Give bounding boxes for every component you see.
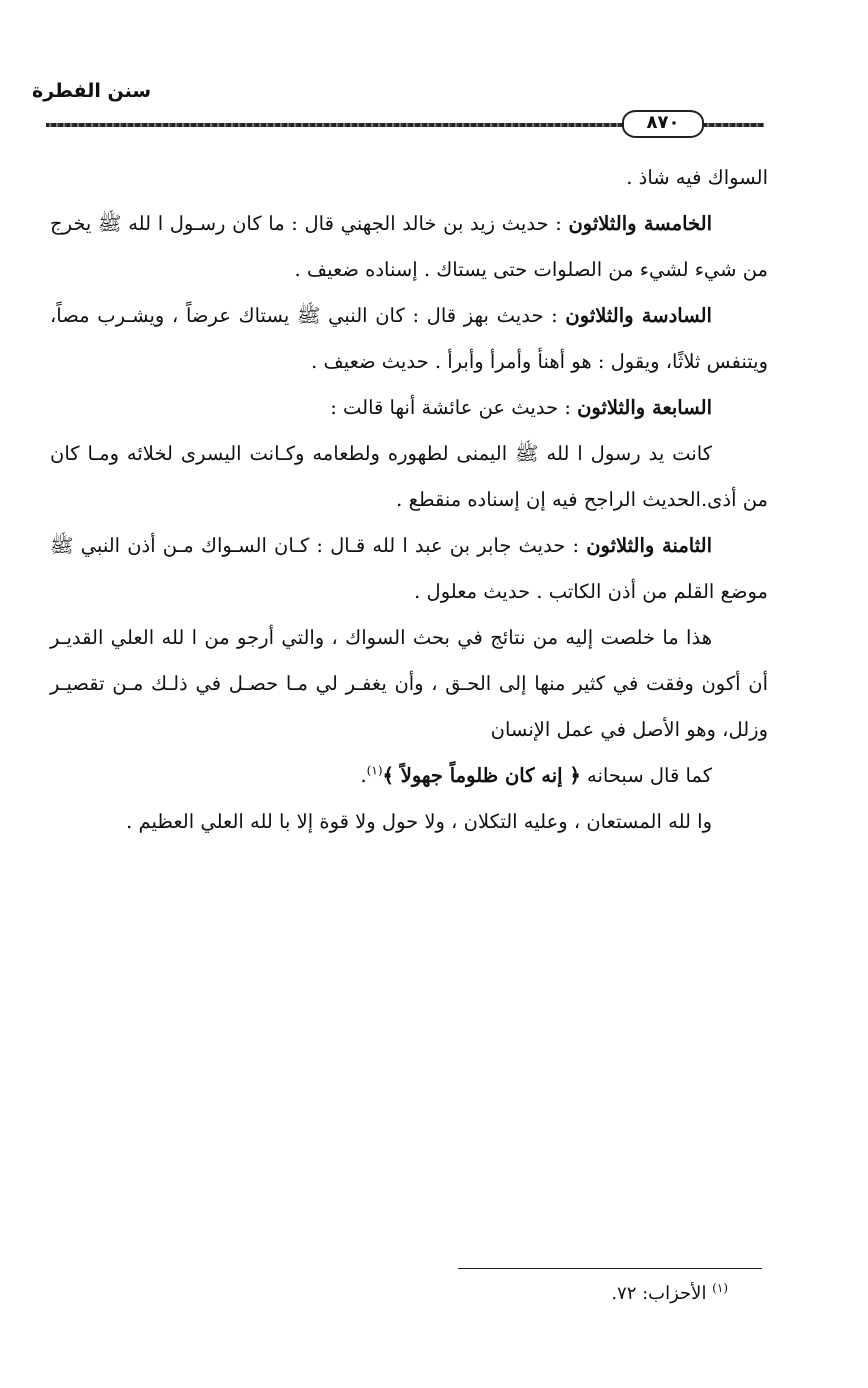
section-term: السادسة والثلاثون: [565, 304, 712, 327]
paragraph: [50, 753, 768, 799]
footnote-text: الأحزاب: ٧٢.: [611, 1283, 713, 1304]
paragraph-text: : حديث بهز قال : كان النبي ﷺ يستاك عرضاً ، ويشـرب مصاً، ويتنفس ثلاثًا، ويقول : هو أهنأ وأمرأ وأبرأ . حديث ضعيف .: [50, 304, 768, 373]
section-term: الخامسة والثلاثون: [568, 212, 712, 235]
paragraph-text: هذا ما خلصت إليه من نتائج في بحث السواك ، والتي أرجو من ا لله العلي القديـر أن أكون وفقت في كثير منها إلى الحـق ، وأن يغفـر لي مـا حصـل في ذلـك مـن تقصيـر وزلل، وهو الأصل في عمل الإنسان: [50, 626, 768, 741]
page-number: ٨٧٠: [622, 110, 704, 138]
paragraph-text: : حديث عن عائشة أنها قالت :: [330, 396, 578, 419]
paragraph: [50, 615, 768, 753]
book-title: سنن الفطرة: [32, 80, 152, 102]
paragraph: [50, 201, 768, 293]
paragraph: [50, 155, 768, 201]
section-term: الثامنة والثلاثون: [586, 534, 712, 557]
running-header: [32, 80, 768, 110]
footnote-separator: [458, 1268, 762, 1269]
paragraph: [50, 799, 768, 845]
paragraph-text: : حديث زيد بن خالد الجهني قال : ما كان رسـول ا لله ﷺ يخرج من شيء لشيء من الصلوات حتى يستاك . إسناده ضعيف .: [50, 212, 768, 281]
paragraph: [50, 431, 768, 523]
paragraph-text: كانت يد رسول ا لله ﷺ اليمنى لطهوره ولطعامه وكـانت اليسرى لخلائه ومـا كان من أذى.الحديث الراجح فيه إن إسناده منقطع .: [50, 442, 768, 511]
paragraph-text: : حديث جابر بن عبد ا لله قـال : كـان السـواك مـن أذن النبي ﷺ موضع القلم من أذن الكاتب . حديث معلول .: [50, 534, 768, 603]
paragraph-text: السواك فيه شاذ .: [626, 166, 768, 189]
footnote: [611, 1283, 728, 1304]
quran-quote: ﴿ إنه كان ظلوماً جهولاً ﴾: [382, 764, 581, 787]
footnote-reference: (١): [366, 763, 383, 778]
body-text: [50, 155, 768, 845]
paragraph-text: وا لله المستعان ، وعليه التكلان ، ولا حول ولا قوة إلا با لله العلي العظيم .: [126, 810, 712, 833]
paragraph-text: .: [360, 764, 367, 787]
paragraph: [50, 293, 768, 385]
section-term: السابعة والثلاثون: [577, 396, 712, 419]
paragraph-text: كما قال سبحانه: [580, 764, 712, 787]
paragraph: [50, 385, 768, 431]
paragraph: [50, 523, 768, 615]
footnote-mark: (١): [712, 1281, 728, 1295]
